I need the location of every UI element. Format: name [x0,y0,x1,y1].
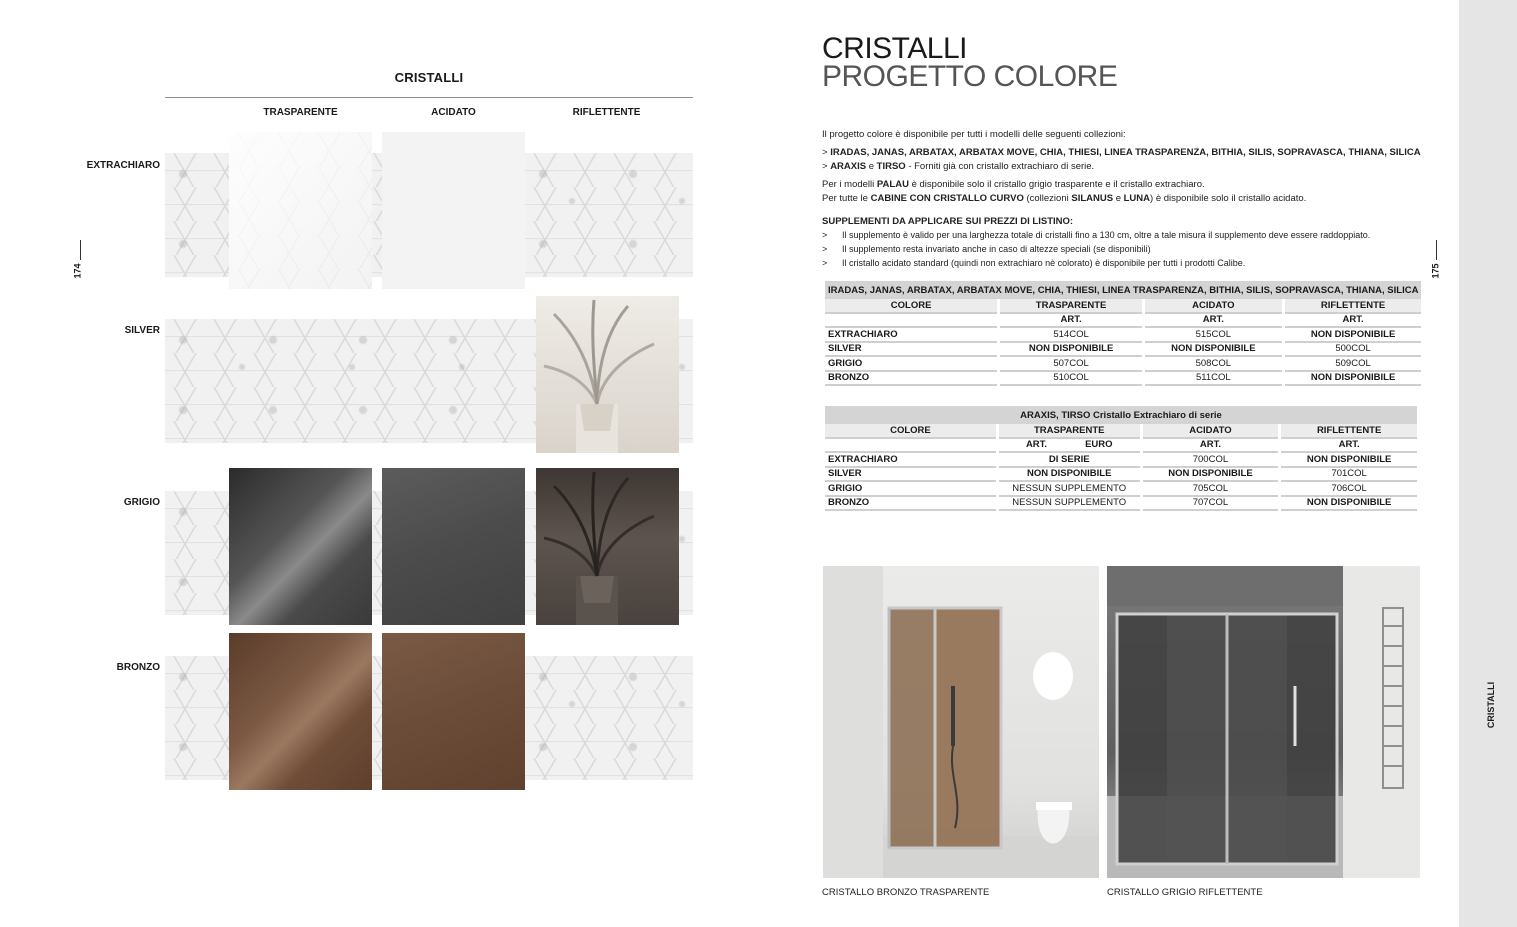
collection-araxis: ARAXIS [830,161,867,172]
swatch-grigio-trasparente [229,468,372,625]
supplement-item [822,258,1245,268]
bullet-arrow: > [822,258,828,268]
table-row [825,453,1417,468]
bronze-shower-illustration [823,566,1099,878]
table-cell: 509COL [1285,357,1422,372]
table-row [825,343,1421,358]
table-cell: 500COL [1285,343,1422,358]
table-cell: NON DISPONIBILE [1143,468,1279,483]
supplement-item [822,244,1151,254]
table-header-acidato: ACIDATO [1145,299,1282,314]
intro-text: Il progetto colore è disponibile per tutti i modelli delle seguenti collezioni: [822,129,1126,140]
table-cell: DI SERIE [999,453,1140,468]
table-cell: 700COL [1143,453,1279,468]
collection-list-2: > ARAXIS e TIRSO - Forniti già con cristallo extrachiaro di serie. [822,161,1095,172]
swatch-silver-riflettente [536,296,679,453]
table-row [825,328,1421,343]
page-number-left: 174 [72,263,83,279]
section-tab [1459,0,1517,927]
price-table-araxis-tirso [822,406,1420,511]
photo-caption-grey: CRISTALLO GRIGIO RIFLETTENTE [1107,887,1263,898]
table-cell: NON DISPONIBILE [999,468,1140,483]
table-subheader-art: ART. [1000,314,1142,329]
table-subheader-empty [825,314,997,329]
table-subheader-art: ART. [1281,439,1417,454]
table-cell: NON DISPONIBILE [1281,497,1417,512]
collection-luna: LUNA [1123,193,1151,204]
supplements-title: SUPPLEMENTI DA APPLICARE SUI PREZZI DI LISTINO: [822,216,1074,227]
supplement-text: Il supplemento è valido per una larghezza totale di cristalli fino a 130 cm, oltre a tale misura il supplemento deve essere raddoppiato. [842,230,1371,240]
row-label: BRONZO [825,497,996,512]
table-cell: NESSUN SUPPLEMENTO [999,482,1140,497]
table-cell: NON DISPONIBILE [1145,343,1282,358]
photo-bronze-shower [823,566,1099,878]
palau-note-rest: è disponibile solo il cristallo grigio trasparente e il cristallo extrachiaro. [908,179,1205,190]
table-header-colore: COLORE [825,299,997,314]
curvo-mid2: e [1113,193,1124,204]
table-cell: 511COL [1145,372,1282,387]
table-cell: 507COL [1000,357,1142,372]
row-header-grigio: GRIGIO [123,497,160,508]
table-row [825,482,1417,497]
swatch-grigio-riflettente [536,468,679,625]
table-cell: 510COL [1000,372,1142,387]
table-subheader-art: ART. [1145,314,1282,329]
table-caption: IRADAS, JANAS, ARBATAX, ARBATAX MOVE, CHIA, THIESI, LINEA TRASPARENZA, BITHIA, SILIS, SOPRAVASCA, THIANA, SILICA [825,281,1421,299]
table-header-trasparente: TRASPARENTE [999,424,1140,439]
curvo-mid1: (collezioni [1023,193,1072,204]
table-cell: NON DISPONIBILE [1281,453,1417,468]
table-row [825,497,1417,512]
table-subheader-art: ART. [1285,314,1422,329]
supplement-text: Il supplemento resta invariato anche in caso di altezze speciali (se disponibili) [842,244,1151,254]
row-header-bronzo: BRONZO [116,662,160,673]
table-cell: NON DISPONIBILE [1000,343,1142,358]
collection-list-1: > IRADAS, JANAS, ARBATAX, ARBATAX MOVE, CHIA, THIESI, LINEA TRASPARENZA, BITHIA, SILIS, SOPRAVASCA, THIANA, SILICA [822,147,1421,158]
table-header-riflettente: RIFLETTENTE [1285,299,1422,314]
price-table-collections [822,281,1424,386]
table-caption: ARAXIS, TIRSO Cristallo Extrachiaro di serie [825,406,1417,424]
swatch-grid-title: CRISTALLI [394,70,464,85]
photo-grey-shower [1107,566,1420,878]
table-row [825,372,1421,387]
subheader-euro: EURO [1085,439,1113,451]
table-cell: 515COL [1145,328,1282,343]
palau-note-pre: Per i modelli [822,179,877,190]
plant-reflection-image [536,296,679,453]
palau-name: PALAU [876,179,909,190]
supplement-item [822,230,1370,240]
row-label: EXTRACHIARO [825,453,996,468]
row-header-extrachiaro: EXTRACHIARO [86,160,160,171]
folio-rule [80,240,81,260]
column-header-acidato: ACIDATO [431,107,476,118]
grey-shower-illustration [1107,566,1420,878]
table-header-acidato: ACIDATO [1143,424,1279,439]
column-header-riflettente: RIFLETTENTE [572,107,641,118]
table-cell: NON DISPONIBILE [1285,372,1422,387]
section-tab-label: CRISTALLI [1486,681,1497,729]
page-title: CRISTALLI [822,32,967,65]
bullet-arrow: > [822,230,828,240]
column-header-trasparente: TRASPARENTE [263,107,338,118]
table-cell: 705COL [1143,482,1279,497]
photo-caption-bronze: CRISTALLO BRONZO TRASPARENTE [822,887,990,898]
swatch-bronzo-acidato [382,633,525,790]
page-number-right: 175 [1430,263,1441,279]
table-cell: NESSUN SUPPLEMENTO [999,497,1140,512]
table-header-riflettente: RIFLETTENTE [1281,424,1417,439]
collection-tirso: TIRSO [876,161,906,172]
swatch-extrachiaro-trasparente [229,132,372,289]
table-subheader-art: ART. [1143,439,1279,454]
table-header-trasparente: TRASPARENTE [1000,299,1142,314]
row-label: EXTRACHIARO [825,328,997,343]
table-cell: 707COL [1143,497,1279,512]
table-subheader-art-euro [999,439,1140,454]
table-cell: 514COL [1000,328,1142,343]
table-cell: NON DISPONIBILE [1285,328,1422,343]
palau-note [822,178,1205,191]
row-label: GRIGIO [825,357,997,372]
table-cell: 508COL [1145,357,1282,372]
collection-silanus: SILANUS [1071,193,1114,204]
page-subtitle: PROGETTO COLORE [822,60,1118,93]
curvo-pre: Per tutte le [822,193,871,204]
subheader-art: ART. [1025,439,1048,451]
row-label: SILVER [825,468,996,483]
folio-rule [1436,240,1437,260]
swatch-bronzo-trasparente [229,633,372,790]
collection-list-1-names: IRADAS, JANAS, ARBATAX, ARBATAX MOVE, CHIA, THIESI, LINEA TRASPARENZA, BITHIA, SILIS, SOPRAVASCA, THIANA, SILICA [830,147,1421,158]
row-header-silver: SILVER [124,325,160,336]
connector: e [866,161,877,172]
curvo-rest: ) è disponibile solo il cristallo acidato. [1150,193,1307,204]
table-subheader-empty [825,439,996,454]
supplement-text: Il cristallo acidato standard (quindi non extrachiaro nè colorato) è disponibile per tutti i prodotti Calibe. [842,258,1246,268]
title-divider [165,97,693,98]
table-cell: 701COL [1281,468,1417,483]
table-row [825,357,1421,372]
swatch-grigio-acidato [382,468,525,625]
curvo-name: CABINE CON CRISTALLO CURVO [870,193,1024,204]
table-header-colore: COLORE [825,424,996,439]
bullet-arrow: > [822,244,828,254]
swatch-extrachiaro-acidato [382,132,525,289]
table-cell: 706COL [1281,482,1417,497]
row-label: GRIGIO [825,482,996,497]
collection-list-2-note: - Forniti già con cristallo extrachiaro di serie. [905,161,1095,172]
plant-reflection-image [536,468,679,625]
table-row [825,468,1417,483]
row-label: SILVER [825,343,997,358]
curved-glass-note [822,192,1306,205]
row-label: BRONZO [825,372,997,387]
